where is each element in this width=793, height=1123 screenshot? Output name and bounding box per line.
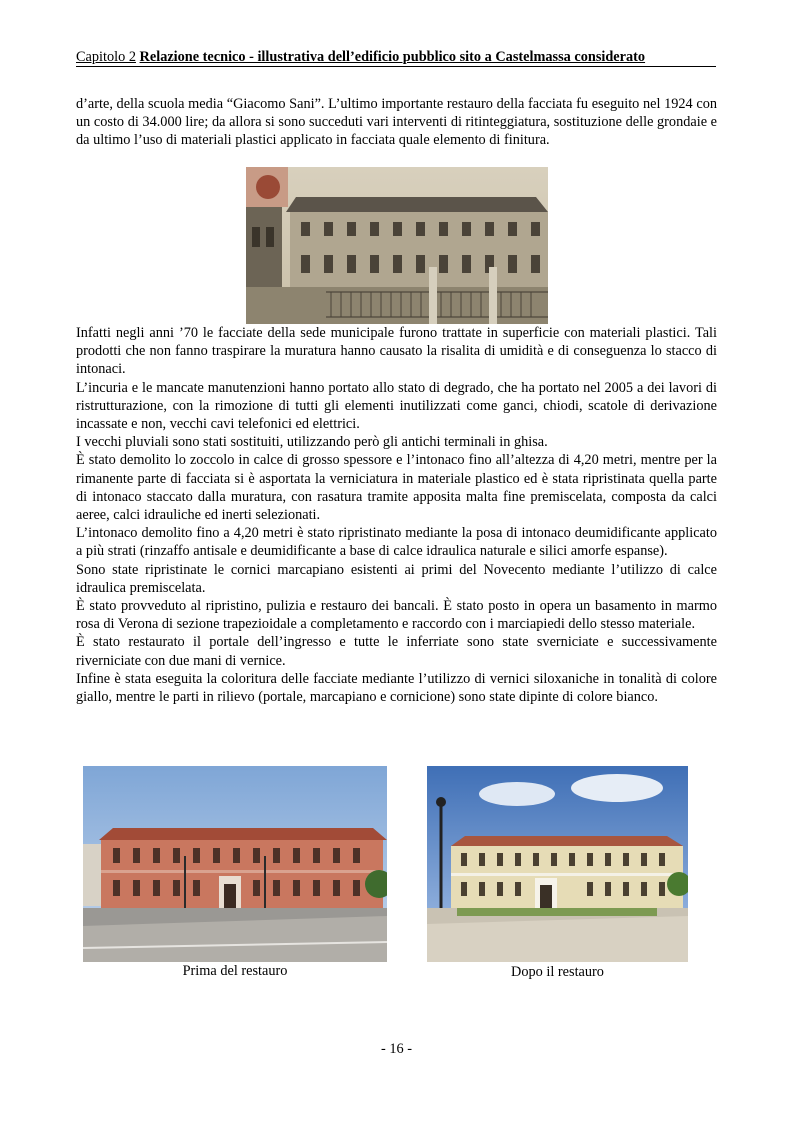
paragraph: I vecchi pluviali sono stati sostituiti, utilizzando però gli antichi terminali in ghisa.: [76, 434, 548, 451]
body-text: [76, 324, 717, 706]
after-photo-caption: Dopo il restauro: [511, 964, 604, 980]
historic-postcard-photo: [246, 167, 548, 324]
intro-paragraph: d’arte, della scuola media “Giacomo Sani”. L’ultimo importante restauro della facciata fu eseguito nel 1924 con un costo di 34.000 lire; da allora si sono succeduti vari interventi di ritinteggiatura, sostituzione delle grondaie e da ultimo l’uso di materiali plastici applicato in facciata quale elemento di finitura.: [76, 96, 717, 149]
paragraph: L’intonaco demolito fino a 4,20 metri è stato ripristinato mediante la posa di intonaco deumidificante applicato a più strati (rinzaffo antisale e deumidificante a base di calce idraulica naturale e silici amorfe espanse).: [76, 525, 717, 560]
page-number: - 16 -: [381, 1041, 412, 1057]
before-restoration-photo: [83, 766, 387, 962]
paragraph: È stato restaurato il portale dell’ingresso e tutte le inferriate sono state sverniciate e successivamente riverniciate con due mani di vernice.: [76, 634, 717, 669]
paragraph: Infine è stata eseguita la coloritura delle facciate mediante l’utilizzo di vernici siloxaniche in tonalità di colore giallo, mentre le parti in rilievo (portale, marcapiano e cornicione) sono state dipinte di colore bianco.: [76, 670, 717, 706]
paragraph: È stato provveduto al ripristino, pulizia e restauro dei bancali. È stato posto in opera un basamento in marmo rosa di Verona di sezione trapezioidale a completamento e raccordo con i marciapiedi dello stesso materiale.: [76, 598, 717, 633]
paragraph: Sono state ripristinate le cornici marcapiano esistenti ai primi del Novecento mediante l’utilizzo di calce idraulica premiscelata.: [76, 561, 717, 596]
paragraph: Infatti negli anni ’70 le facciate della sede municipale furono trattate in superficie con materiali plastici. Tali prodotti che non fanno traspirare la muratura hanno causato la risalita di umidità e di conseguenza lo stacco di intonaci.: [76, 325, 717, 378]
before-photo-caption: Prima del restauro: [182, 963, 288, 979]
page-header: [76, 48, 716, 67]
chapter-label: Capitolo 2: [76, 49, 136, 65]
chapter-title: Relazione tecnico - illustrativa dell’edificio pubblico sito a Castelmassa considerato: [139, 49, 646, 65]
paragraph: L’incuria e le mancate manutenzioni hanno portato allo stato di degrado, che ha portato nel 2005 a dei lavori di ristrutturazione, con la rimozione di tutti gli elementi inutilizzati come ganci, chiodi, scatole di derivazione incassate e non, vecchi cavi telefonici ed elettrici.: [76, 379, 717, 433]
after-restoration-photo: [427, 766, 688, 962]
paragraph: È stato demolito lo zoccolo in calce di grosso spessore e l’intonaco fino all’altezza di 4,20 metri, mentre per la rimanente parte di facciata si è asportata la verniciatura in materiale plastico ed è stata ripristinata quella parte di intonaco staccato dalla muratura, con rasatura tramite apposita malta fine premiscelata, composta da calci aeree, calci idrauliche ed inerti selezionati.: [76, 452, 717, 524]
